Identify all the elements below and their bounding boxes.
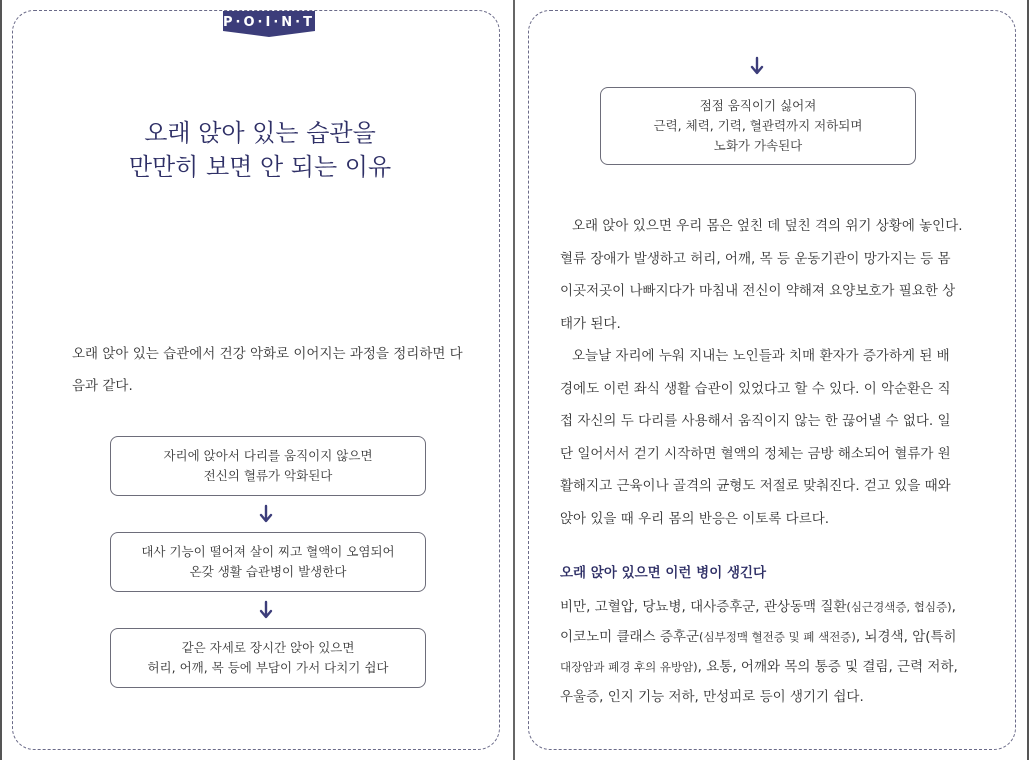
disease-line <box>560 682 964 712</box>
paragraph-line: 앉아 있을 때 우리 몸의 반응은 이토록 다르다. <box>560 510 830 527</box>
disease-main: 이코노미 클래스 증후군 <box>560 629 699 645</box>
intro-line: 음과 같다. <box>72 378 133 394</box>
flow-box-line: 대사 기능이 떨어져 살이 찌고 혈액이 오염되어 <box>141 544 395 559</box>
arrow-down-icon <box>258 504 274 524</box>
disease-main: 우울증, 인지 기능 저하, 만성피로 등이 생기기 쉽다. <box>560 689 864 705</box>
paragraph-line: 태가 된다. <box>560 315 621 332</box>
flow-box-1 <box>110 436 426 496</box>
disease-list <box>560 592 964 712</box>
center-gutter-line <box>513 0 515 760</box>
disease-line <box>560 622 964 652</box>
body-paragraph-2 <box>560 340 960 535</box>
paragraph-line: 활해지고 근육이나 골격의 균형도 저절로 맞춰진다. 걷고 있을 때와 <box>560 478 951 494</box>
disease-note: (심부정맥 혈전증 및 폐 색전증) <box>699 630 856 644</box>
arrow-down-icon <box>749 56 765 76</box>
paragraph-line: 혈류 장애가 발생하고 허리, 어깨, 목 등 운동기관이 망가지는 등 몸 <box>560 250 951 267</box>
paragraph-line: 이곳저곳이 나빠지다가 마침내 전신이 약해져 요양보호가 필요한 상 <box>560 283 956 299</box>
flow-box-line: 근력, 체력, 기력, 혈관력까지 저하되며 <box>653 118 863 133</box>
paragraph-line: 단 일어서서 걷기 시작하면 혈액의 정체는 금방 해소되어 혈류가 원 <box>560 445 951 462</box>
point-badge <box>223 11 315 37</box>
intro-paragraph <box>72 338 472 402</box>
paragraph-line: 경에도 이런 좌식 생활 습관이 있었다고 할 수 있다. 이 악순환은 직 <box>560 380 951 397</box>
point-badge-label: P·O·I·N·T <box>223 15 315 30</box>
body-paragraph-1 <box>560 210 963 340</box>
intro-line: 오래 앉아 있는 습관에서 건강 악화로 이어지는 과정을 정리하면 다 <box>72 346 463 362</box>
disease-note: (심근경색증, 협심증) <box>846 600 952 614</box>
flow-box-4 <box>600 87 916 165</box>
flow-box-line: 전신의 혈류가 악화된다 <box>203 468 333 483</box>
arrow-down-icon <box>258 600 274 620</box>
flow-box-line: 자리에 앉아서 다리를 움직이지 않으면 <box>163 448 373 463</box>
disease-tail: , 뇌경색, 암(특히 <box>855 629 957 645</box>
disease-tail: , <box>951 599 956 615</box>
page-title <box>40 116 480 184</box>
flow-box-line: 같은 자세로 장시간 앉아 있으면 <box>181 640 355 655</box>
title-line: 오래 앉아 있는 습관을 <box>144 119 376 147</box>
disease-line <box>560 592 964 622</box>
disease-line <box>560 652 964 682</box>
paragraph-line: 접 자신의 두 다리를 사용해서 움직이지 않는 한 끊어낼 수 없다. 일 <box>560 413 951 429</box>
disease-main: 비만, 고혈압, 당뇨병, 대사증후군, 관상동맥 질환 <box>560 599 847 615</box>
title-line: 만만히 보면 안 되는 이유 <box>128 153 392 181</box>
disease-tail: , 요통, 어깨와 목의 통증 및 결림, 근력 저하, <box>697 659 958 675</box>
flow-box-line: 노화가 가속된다 <box>713 138 803 153</box>
flow-box-2 <box>110 532 426 592</box>
flow-box-3 <box>110 628 426 688</box>
disease-subheading: 오래 앉아 있으면 이런 병이 생긴다 <box>560 565 767 581</box>
flow-box-line: 점점 움직이기 싫어져 <box>699 98 817 113</box>
disease-note: 대장암과 폐경 후의 유방암) <box>560 660 698 674</box>
flow-box-line: 허리, 어깨, 목 등에 부담이 가서 다치기 쉽다 <box>147 660 389 675</box>
paragraph-line: 오늘날 자리에 누워 지내는 노인들과 치매 환자가 증가하게 된 배 <box>572 348 950 364</box>
flow-box-line: 온갖 생활 습관병이 발생한다 <box>189 564 347 579</box>
paragraph-line: 오래 앉아 있으면 우리 몸은 엎친 데 덮친 격의 위기 상황에 놓인다. <box>572 218 963 234</box>
left-edge-line <box>0 0 2 760</box>
